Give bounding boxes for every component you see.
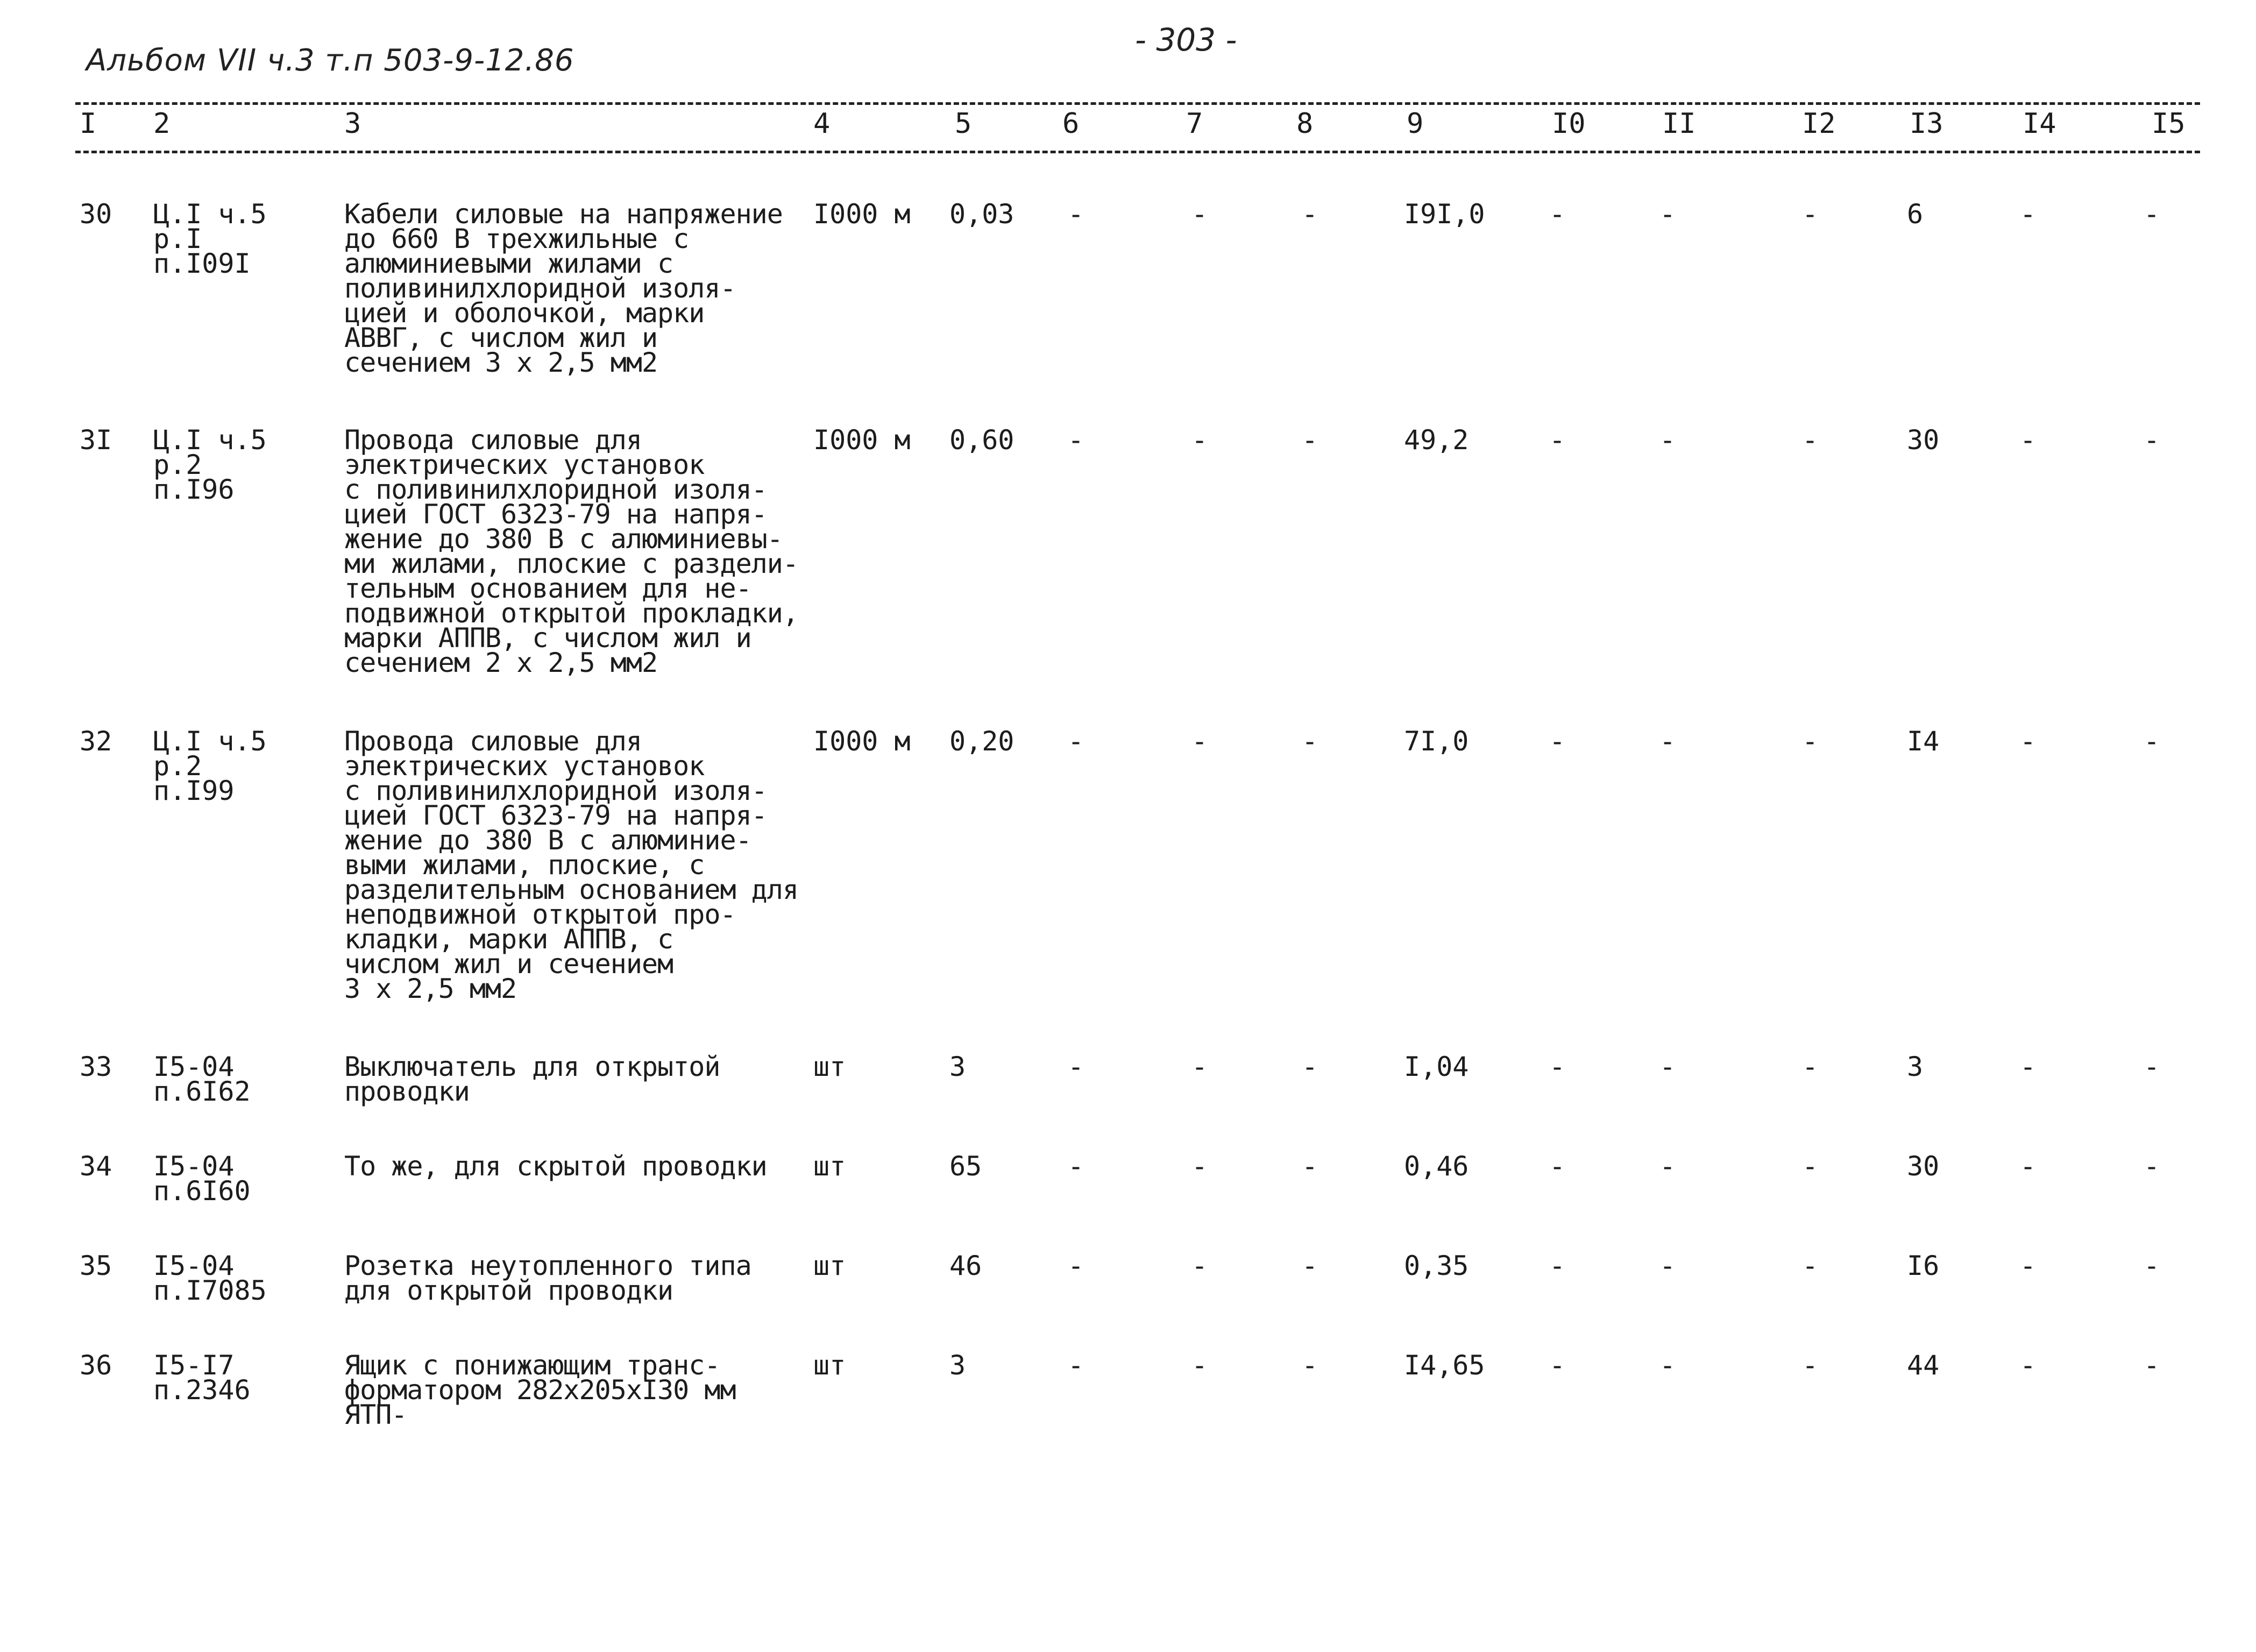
col-12-value: - — [1802, 1350, 1819, 1381]
unit-of-measure: шт — [813, 1250, 846, 1281]
col-15-value: - — [2144, 1151, 2160, 1182]
column-header-1: I — [80, 108, 97, 140]
col-8-value: - — [1302, 198, 1318, 230]
col-10-value: - — [1549, 198, 1566, 230]
column-header-12: I2 — [1802, 108, 1836, 140]
column-header-7: 7 — [1186, 108, 1203, 140]
norm-code: I5-04 п.6I60 — [153, 1151, 251, 1207]
unit-of-measure: I000 м — [813, 726, 911, 757]
col-7-value: - — [1191, 1250, 1208, 1281]
row-number: 30 — [80, 198, 112, 230]
col-9-value: 0,46 — [1404, 1151, 1469, 1182]
col-12-value: - — [1802, 424, 1819, 456]
norm-code: Ц.I ч.5 р.I п.I09I — [153, 198, 267, 279]
col-10-value: - — [1549, 726, 1566, 757]
col-11-value: - — [1659, 726, 1676, 757]
col-14-value: - — [2020, 1051, 2037, 1082]
col-13-value: I6 — [1907, 1250, 1940, 1281]
col-10-value: - — [1549, 1151, 1566, 1182]
row-number: 36 — [80, 1350, 112, 1381]
col-9-value: 0,35 — [1404, 1250, 1469, 1281]
col-5-value: 46 — [949, 1250, 982, 1281]
item-description: Провода силовые для электрических установок с поливинилхлоридной изоля- цией ГОСТ 6323-79 на напря- жение до 380 В с алюминиевы- ми жилами, плоские с раздели- тельным основанием для не- подвижной открытой прокладки, марки АППВ, с числом жил и сечением 2 х 2,5 мм2 — [344, 424, 798, 678]
column-header-9: 9 — [1407, 108, 1424, 140]
col-11-value: - — [1659, 1051, 1676, 1082]
col-5-value: 0,03 — [949, 198, 1015, 230]
col-8-value: - — [1302, 726, 1318, 757]
album-note: Альбом VII ч.3 т.п 503-9-12.86 — [86, 43, 574, 78]
col-15-value: - — [2144, 1051, 2160, 1082]
header-bottom-dashed-rule — [75, 151, 2200, 153]
item-description: Выключатель для открытой проводки — [344, 1051, 720, 1107]
unit-of-measure: шт — [813, 1051, 846, 1082]
col-11-value: - — [1659, 424, 1676, 456]
item-description: Розетка неутопленного типа для открытой проводки — [344, 1250, 751, 1306]
col-5-value: 3 — [949, 1051, 966, 1082]
header-top-dashed-rule — [75, 102, 2200, 105]
col-9-value: 7I,0 — [1404, 726, 1469, 757]
col-13-value: 30 — [1907, 1151, 1940, 1182]
col-8-value: - — [1302, 424, 1318, 456]
column-header-3: 3 — [344, 108, 361, 140]
col-8-value: - — [1302, 1250, 1318, 1281]
item-description: Ящик с понижающим транс- форматором 282х205хI30 мм ЯТП- — [344, 1350, 736, 1430]
col-9-value: 49,2 — [1404, 424, 1469, 456]
col-8-value: - — [1302, 1151, 1318, 1182]
row-number: 3I — [80, 424, 112, 456]
column-header-5: 5 — [955, 108, 972, 140]
col-11-value: - — [1659, 1250, 1676, 1281]
col-5-value: 65 — [949, 1151, 982, 1182]
norm-code: I5-04 п.I7085 — [153, 1250, 267, 1306]
col-6-value: - — [1068, 1350, 1084, 1381]
col-9-value: I,04 — [1404, 1051, 1469, 1082]
col-11-value: - — [1659, 1151, 1676, 1182]
col-11-value: - — [1659, 1350, 1676, 1381]
column-header-11: II — [1662, 108, 1696, 140]
unit-of-measure: шт — [813, 1151, 846, 1182]
item-description: Кабели силовые на напряжение до 660 В трехжильные с алюминиевыми жилами с поливинилхлоридной изоля- цией и оболочкой, марки АВВГ, с числом жил и сечением 3 х 2,5 мм2 — [344, 198, 783, 378]
col-9-value: I4,65 — [1404, 1350, 1485, 1381]
column-header-14: I4 — [2023, 108, 2056, 140]
row-number: 32 — [80, 726, 112, 757]
norm-code: I5-I7 п.2346 — [153, 1350, 251, 1406]
col-10-value: - — [1549, 1350, 1566, 1381]
col-5-value: 0,60 — [949, 424, 1015, 456]
norm-code: Ц.I ч.5 р.2 п.I99 — [153, 726, 267, 806]
norm-code: I5-04 п.6I62 — [153, 1051, 251, 1107]
norm-code: Ц.I ч.5 р.2 п.I96 — [153, 424, 267, 505]
col-12-value: - — [1802, 1051, 1819, 1082]
col-14-value: - — [2020, 1350, 2037, 1381]
row-number: 35 — [80, 1250, 112, 1281]
col-15-value: - — [2144, 198, 2160, 230]
col-7-value: - — [1191, 198, 1208, 230]
col-5-value: 0,20 — [949, 726, 1015, 757]
column-header-10: I0 — [1552, 108, 1586, 140]
column-header-15: I5 — [2152, 108, 2186, 140]
col-15-value: - — [2144, 424, 2160, 456]
col-7-value: - — [1191, 726, 1208, 757]
col-10-value: - — [1549, 424, 1566, 456]
col-12-value: - — [1802, 1250, 1819, 1281]
col-14-value: - — [2020, 1151, 2037, 1182]
item-description: Провода силовые для электрических установок с поливинилхлоридной изоля- цией ГОСТ 6323-79 на напря- жение до 380 В с алюминие- выми жилами, плоские, с разделительным основанием для неподвижной открытой про- кладки, марки АППВ, с числом жил и сечением 3 х 2,5 мм2 — [344, 726, 798, 1004]
col-14-value: - — [2020, 726, 2037, 757]
col-15-value: - — [2144, 1350, 2160, 1381]
col-10-value: - — [1549, 1250, 1566, 1281]
col-15-value: - — [2144, 1250, 2160, 1281]
col-13-value: I4 — [1907, 726, 1940, 757]
row-number: 33 — [80, 1051, 112, 1082]
col-6-value: - — [1068, 726, 1084, 757]
col-13-value: 30 — [1907, 424, 1940, 456]
column-header-4: 4 — [813, 108, 831, 140]
col-7-value: - — [1191, 1350, 1208, 1381]
col-14-value: - — [2020, 424, 2037, 456]
col-15-value: - — [2144, 726, 2160, 757]
unit-of-measure: I000 м — [813, 424, 911, 456]
col-8-value: - — [1302, 1051, 1318, 1082]
col-10-value: - — [1549, 1051, 1566, 1082]
col-5-value: 3 — [949, 1350, 966, 1381]
col-12-value: - — [1802, 726, 1819, 757]
col-9-value: I9I,0 — [1404, 198, 1485, 230]
unit-of-measure: I000 м — [813, 198, 911, 230]
column-header-13: I3 — [1910, 108, 1943, 140]
column-header-8: 8 — [1296, 108, 1314, 140]
item-description: То же, для скрытой проводки — [344, 1151, 767, 1182]
col-13-value: 44 — [1907, 1350, 1940, 1381]
col-6-value: - — [1068, 198, 1084, 230]
col-14-value: - — [2020, 198, 2037, 230]
col-6-value: - — [1068, 1151, 1084, 1182]
col-7-value: - — [1191, 1051, 1208, 1082]
col-13-value: 3 — [1907, 1051, 1924, 1082]
col-8-value: - — [1302, 1350, 1318, 1381]
col-7-value: - — [1191, 1151, 1208, 1182]
col-6-value: - — [1068, 1051, 1084, 1082]
col-13-value: 6 — [1907, 198, 1924, 230]
page-number: - 303 - — [1135, 22, 1237, 58]
col-6-value: - — [1068, 1250, 1084, 1281]
col-6-value: - — [1068, 424, 1084, 456]
col-12-value: - — [1802, 1151, 1819, 1182]
col-11-value: - — [1659, 198, 1676, 230]
unit-of-measure: шт — [813, 1350, 846, 1381]
column-header-6: 6 — [1062, 108, 1080, 140]
column-header-2: 2 — [153, 108, 171, 140]
col-7-value: - — [1191, 424, 1208, 456]
col-14-value: - — [2020, 1250, 2037, 1281]
col-12-value: - — [1802, 198, 1819, 230]
row-number: 34 — [80, 1151, 112, 1182]
